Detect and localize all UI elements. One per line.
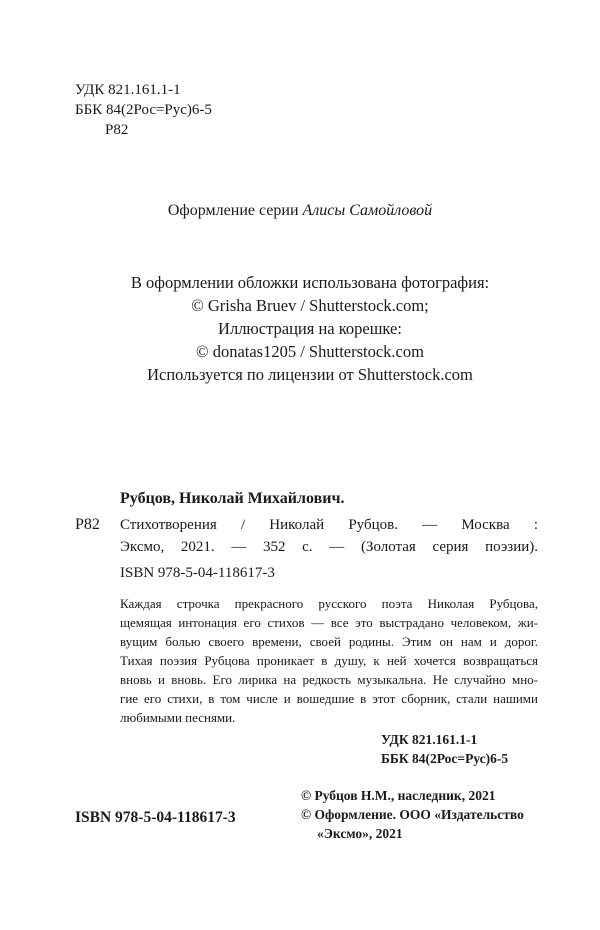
annotation-line: щемящая интонация его стихов — все это выстрадано человеком, жи-	[120, 615, 538, 630]
catalog-author-mark: Р82	[75, 516, 100, 533]
card-udk-code: УДК 821.161.1-1	[381, 732, 478, 747]
cover-photo-credit-title: В оформлении обложки использована фотография:	[130, 273, 490, 292]
license-note: Используется по лицензии от Shutterstock.com	[147, 365, 473, 384]
series-designer-name: Алисы Самойловой	[302, 202, 433, 219]
copyright-design: © Оформление. ООО «Издательство	[301, 807, 524, 822]
series-design-prefix: Оформление серии	[167, 202, 303, 219]
card-bbk-code: ББК 84(2Рос=Рус)6-5	[381, 751, 509, 766]
catalog-description-line: Эксмо, 2021. — 352 с. — (Золотая серия поэзии).	[120, 539, 538, 555]
annotation-line: вущим болью своего времени, своей родины. Этим он нам и дорог.	[120, 634, 538, 649]
annotation-line: Каждая строчка прекрасного русского поэта Николая Рубцова,	[120, 596, 538, 611]
cover-photo-credit: © Grisha Bruev / Shutterstock.com;	[191, 296, 429, 315]
author-mark: Р82	[105, 122, 129, 138]
annotation-line: любимыми песнями.	[120, 710, 236, 725]
catalog-isbn: ISBN 978-5-04-118617-3	[120, 565, 275, 581]
spine-illustration-title: Иллюстрация на корешке:	[218, 319, 402, 338]
catalog-description-line: Стихотворения / Николай Рубцов. — Москва :	[120, 517, 538, 533]
isbn-bottom: ISBN 978-5-04-118617-3	[75, 809, 236, 826]
spine-illustration-credit: © donatas1205 / Shutterstock.com	[196, 342, 424, 361]
bbk-code: ББК 84(2Рос=Рус)6-5	[75, 102, 212, 118]
annotation-line: Тихая поэзия Рубцова проникает в душу, к ней хочется возвращаться	[120, 653, 538, 668]
annotation-line: вновь и вновь. Его лирика на редкость музыкальна. Не случайно мно-	[120, 672, 538, 687]
copyright-author: © Рубцов Н.М., наследник, 2021	[301, 788, 496, 803]
annotation-line: гие его стихи, в том числе и вошедшие в этот сборник, стали нашими	[120, 691, 538, 706]
udk-code: УДК 821.161.1-1	[75, 82, 181, 98]
copyright-design-cont: «Эксмо», 2021	[317, 826, 403, 841]
catalog-author: Рубцов, Николай Михайлович.	[120, 490, 345, 507]
series-design-line	[0, 202, 600, 220]
